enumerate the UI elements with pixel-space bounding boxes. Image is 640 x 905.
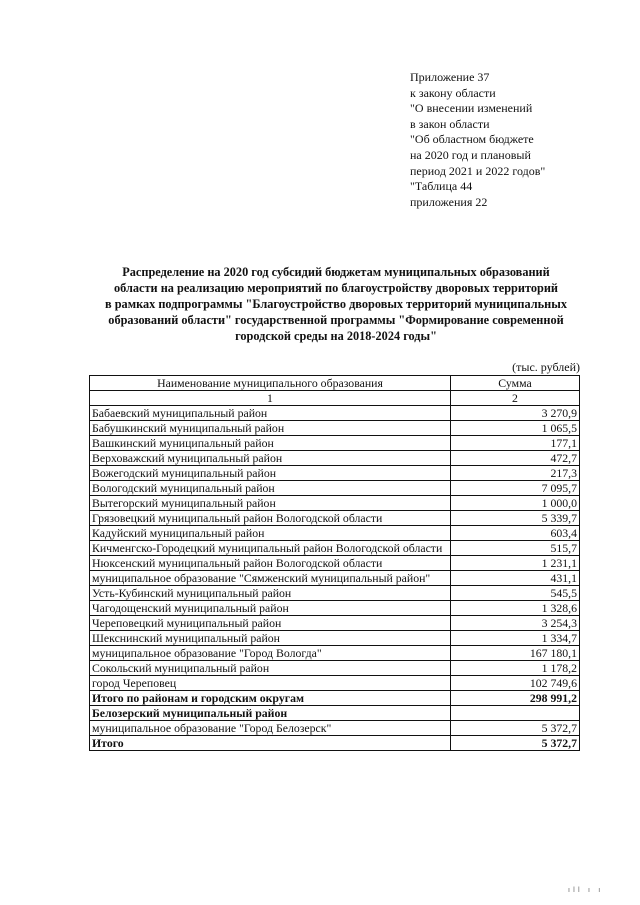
- municipality-name: муниципальное образование "Город Белозерск": [90, 721, 451, 736]
- annex-line: в закон области: [410, 116, 490, 131]
- municipality-name: Кадуйский муниципальный район: [90, 526, 451, 541]
- annex-line: к закону области: [410, 85, 496, 100]
- total-districts-row: [90, 691, 580, 706]
- municipality-name: Вожегодский муниципальный район: [90, 466, 451, 481]
- municipality-name: Сокольский муниципальный район: [90, 661, 451, 676]
- subsidy-amount: 1 334,7: [451, 631, 580, 646]
- table-row: [90, 601, 580, 616]
- municipality-name: Грязовецкий муниципальный район Вологодской области: [90, 511, 451, 526]
- municipality-name: муниципальное образование "Сямженский муниципальный район": [90, 571, 451, 586]
- annex-line: Приложение 37: [410, 70, 490, 84]
- table-row: [90, 481, 580, 496]
- subsidy-amount: 1 231,1: [451, 556, 580, 571]
- annex-reference: [410, 70, 630, 210]
- municipality-name: Вытегорский муниципальный район: [90, 496, 451, 511]
- subsidy-amount: 177,1: [451, 436, 580, 451]
- municipality-name: Череповецкий муниципальный район: [90, 616, 451, 631]
- subsidy-amount: 5 372,7: [451, 721, 580, 736]
- table-row: [90, 721, 580, 736]
- subsidy-amount: 102 749,6: [451, 676, 580, 691]
- subsidy-amount: 603,4: [451, 526, 580, 541]
- table-row: [90, 406, 580, 421]
- table-row: [90, 616, 580, 631]
- table-row: [90, 541, 580, 556]
- table-row: [90, 586, 580, 601]
- belozersk-section-row: [90, 706, 580, 721]
- municipality-name: Вашкинский муниципальный район: [90, 436, 451, 451]
- municipality-name: Шекснинский муниципальный район: [90, 631, 451, 646]
- table-header-row: [90, 376, 580, 391]
- subsidy-amount: 7 095,7: [451, 481, 580, 496]
- title-line: Распределение на 2020 год субсидий бюджетам муниципальных образований: [122, 265, 550, 279]
- subsidy-amount: 431,1: [451, 571, 580, 586]
- title-line: образований области" государственной программы "Формирование современной: [108, 313, 564, 327]
- municipality-name: Бабушкинский муниципальный район: [90, 421, 451, 436]
- municipality-name: Вологодский муниципальный район: [90, 481, 451, 496]
- column-number-sum: 2: [451, 391, 580, 406]
- municipality-name: Чагодощенский муниципальный район: [90, 601, 451, 616]
- column-header-name: Наименование муниципального образования: [90, 376, 451, 391]
- total-label: Итого: [90, 736, 451, 751]
- subsidy-amount: 545,5: [451, 586, 580, 601]
- total-districts-label: Итого по районам и городским округам: [90, 691, 451, 706]
- municipality-name: Нюксенский муниципальный район Вологодской области: [90, 556, 451, 571]
- total-row: [90, 736, 580, 751]
- subsidy-amount: 1 000,0: [451, 496, 580, 511]
- annex-line: "О внесении изменений: [410, 101, 533, 116]
- column-number-name: 1: [90, 391, 451, 406]
- belozersk-section-label: Белозерский муниципальный район: [90, 706, 451, 721]
- subsidy-amount: 1 065,5: [451, 421, 580, 436]
- title-line: в рамках подпрограммы "Благоустройство дворовых территорий муниципальных: [105, 297, 567, 311]
- table-row: [90, 526, 580, 541]
- annex-line: на 2020 год и плановый: [410, 147, 531, 162]
- table-row: [90, 466, 580, 481]
- total-districts-amount: 298 991,2: [451, 691, 580, 706]
- annex-line: приложения 22: [410, 194, 488, 209]
- subsidy-amount: 1 328,6: [451, 601, 580, 616]
- municipality-name: город Череповец: [90, 676, 451, 691]
- subsidy-amount: 5 339,7: [451, 511, 580, 526]
- table-row: [90, 661, 580, 676]
- document-title: [92, 264, 580, 344]
- table-row: [90, 676, 580, 691]
- subsidy-amount: 1 178,2: [451, 661, 580, 676]
- column-header-sum: Сумма: [451, 376, 580, 391]
- table-row: [90, 646, 580, 661]
- subsidy-table: [89, 375, 580, 751]
- municipality-name: муниципальное образование "Город Вологда": [90, 646, 451, 661]
- municipality-name: Кичменгско-Городецкий муниципальный район Вологодской области: [90, 541, 451, 556]
- annex-line: "Об областном бюджете: [410, 132, 534, 147]
- title-line: городской среды на 2018-2024 годы": [235, 329, 437, 343]
- subsidy-amount: 515,7: [451, 541, 580, 556]
- municipality-name: Верховажский муниципальный район: [90, 451, 451, 466]
- column-number-row: [90, 391, 580, 406]
- subsidy-amount: 217,3: [451, 466, 580, 481]
- table-row: [90, 436, 580, 451]
- title-line: области на реализацию мероприятий по благоустройству дворовых территорий: [114, 281, 558, 295]
- annex-line: "Таблица 44: [410, 179, 473, 194]
- belozersk-section-empty: [451, 706, 580, 721]
- table-row: [90, 421, 580, 436]
- table-row: [90, 511, 580, 526]
- units-label: (тыс. рублей): [512, 360, 580, 374]
- subsidy-amount: 472,7: [451, 451, 580, 466]
- table-row: [90, 451, 580, 466]
- table-row: [90, 556, 580, 571]
- subsidy-amount: 3 270,9: [451, 406, 580, 421]
- table-row: [90, 496, 580, 511]
- corner-mark: ıll ı ı: [568, 886, 604, 894]
- annex-line: период 2021 и 2022 годов": [410, 163, 546, 178]
- table-row: [90, 631, 580, 646]
- municipality-name: Усть-Кубинский муниципальный район: [90, 586, 451, 601]
- subsidy-amount: 167 180,1: [451, 646, 580, 661]
- total-amount: 5 372,7: [451, 736, 580, 751]
- municipality-name: Бабаевский муниципальный район: [90, 406, 451, 421]
- subsidy-amount: 3 254,3: [451, 616, 580, 631]
- table-row: [90, 571, 580, 586]
